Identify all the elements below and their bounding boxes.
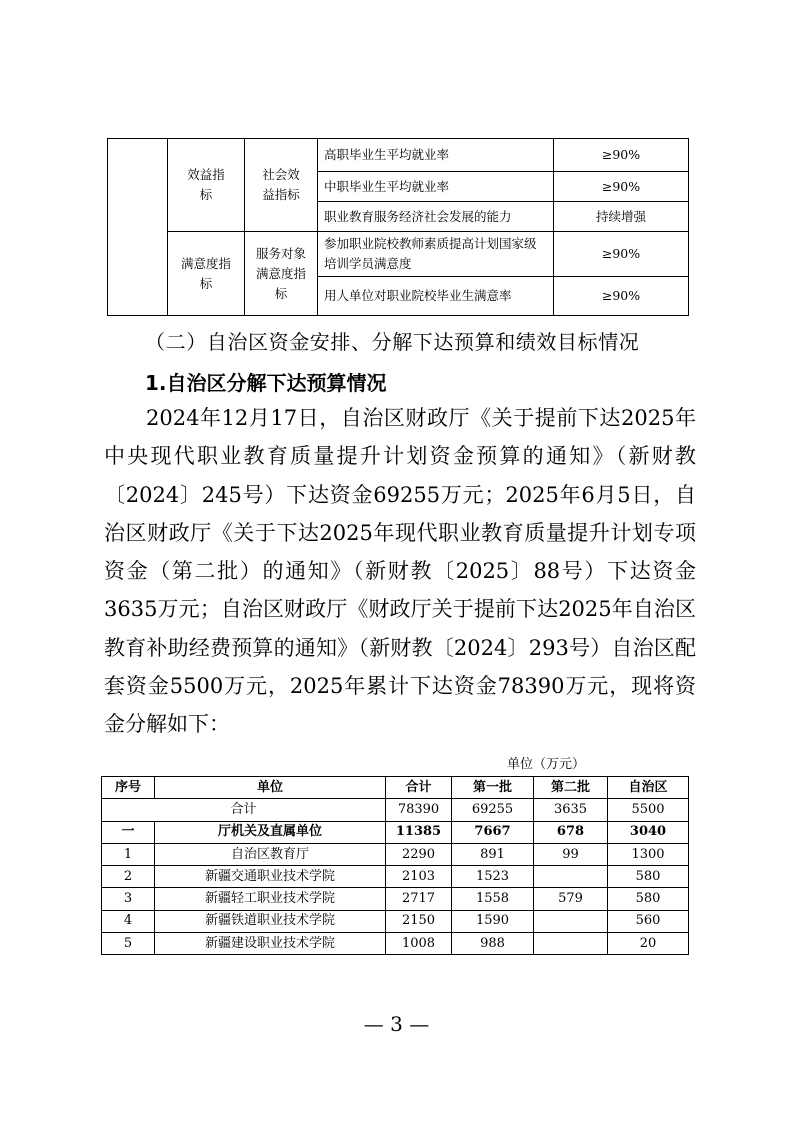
- indicator-value-cell: ≥90%: [554, 277, 689, 316]
- table-header-row: [102, 777, 689, 799]
- batch1-cell: 1523: [452, 866, 534, 888]
- region-cell: 560: [608, 910, 689, 932]
- benefit-indicator-cell: 效益指标: [168, 139, 245, 232]
- total-cell: 2103: [386, 866, 452, 888]
- indicator-value-cell: ≥90%: [554, 232, 689, 277]
- indicator-cell: 高职毕业生平均就业率: [318, 139, 554, 172]
- header-batch1: 第一批: [452, 777, 534, 799]
- table-row: [102, 843, 689, 865]
- satisfaction-indicator-cell: 满意度指标: [168, 232, 245, 316]
- total-cell: 2290: [386, 843, 452, 865]
- batch1-cell: 988: [452, 933, 534, 955]
- no-cell: 一: [102, 821, 155, 843]
- header-unit: 单位: [155, 777, 386, 799]
- batch2-cell: 3635: [534, 799, 608, 821]
- region-cell: 1300: [608, 843, 689, 865]
- subsection-heading: 1.自治区分解下达预算情况: [145, 371, 387, 395]
- table-row: [102, 866, 689, 888]
- region-cell: 20: [608, 933, 689, 955]
- unit-cell: 自治区教育厅: [155, 843, 386, 865]
- table-row: [102, 910, 689, 932]
- indicator-value-cell: ≥90%: [554, 172, 689, 202]
- indicator-value-cell: ≥90%: [554, 139, 689, 172]
- social-benefit-cell: 社会效益指标: [245, 139, 318, 232]
- total-cell: 2717: [386, 888, 452, 910]
- blank-category-cell: [108, 139, 168, 316]
- region-cell: 580: [608, 888, 689, 910]
- total-cell: 11385: [386, 821, 452, 843]
- unit-cell: 新疆交通职业技术学院: [155, 866, 386, 888]
- batch2-cell: 579: [534, 888, 608, 910]
- indicator-cell: 参加职业院校教师素质提高计划国家级培训学员满意度: [318, 232, 554, 277]
- indicator-cell: 职业教育服务经济社会发展的能力: [318, 202, 554, 232]
- total-label: 合计: [102, 799, 386, 821]
- batch1-cell: 1558: [452, 888, 534, 910]
- table-row: [102, 933, 689, 955]
- group-row: [102, 821, 689, 843]
- allocation-table: [101, 776, 689, 955]
- table-row: [102, 888, 689, 910]
- performance-indicator-table: [107, 138, 689, 316]
- region-cell: 3040: [608, 821, 689, 843]
- header-batch2: 第二批: [534, 777, 608, 799]
- batch2-cell: 678: [534, 821, 608, 843]
- indicator-cell: 中职毕业生平均就业率: [318, 172, 554, 202]
- batch1-cell: 1590: [452, 910, 534, 932]
- unit-cell: 厅机关及直属单位: [155, 821, 386, 843]
- no-cell: 5: [102, 933, 155, 955]
- unit-note: 单位（万元）: [507, 757, 586, 772]
- batch2-cell: [534, 910, 608, 932]
- body-paragraph: 2024年12月17日，自治区财政厅《关于提前下达2025年中央现代职业教育质量提升计划资金预算的通知》（新财教〔2024〕245号）下达资金69255万元；2025年6月5日，自治区财政厅《关于下达2025年现代职业教育质量提升计划专项资金（第二批）的通知》（新财教〔2025〕88号）下达资金3635万元；自治区财政厅《财政厅关于提前下达2025年自治区教育补助经费预算的通知》（新财教〔2024〕293号）自治区配套资金5500万元，2025年累计下达资金78390万元，现将资金分解如下：: [104, 406, 696, 737]
- header-no: 序号: [102, 777, 155, 799]
- batch2-cell: 99: [534, 843, 608, 865]
- batch1-cell: 69255: [452, 799, 534, 821]
- no-cell: 1: [102, 843, 155, 865]
- header-total: 合计: [386, 777, 452, 799]
- batch1-cell: 891: [452, 843, 534, 865]
- service-satisfaction-cell: 服务对象满意度指标: [245, 232, 318, 316]
- no-cell: 2: [102, 866, 155, 888]
- total-cell: 2150: [386, 910, 452, 932]
- page-number: — 3 —: [363, 1012, 430, 1036]
- indicator-cell: 用人单位对职业院校毕业生满意率: [318, 277, 554, 316]
- batch2-cell: [534, 866, 608, 888]
- unit-cell: 新疆铁道职业技术学院: [155, 910, 386, 932]
- total-cell: 78390: [386, 799, 452, 821]
- no-cell: 3: [102, 888, 155, 910]
- section-heading: （二）自治区资金安排、分解下达预算和绩效目标情况: [145, 330, 640, 354]
- batch2-cell: [534, 933, 608, 955]
- total-cell: 1008: [386, 933, 452, 955]
- header-region: 自治区: [608, 777, 689, 799]
- total-row: [102, 799, 689, 821]
- indicator-value-cell: 持续增强: [554, 202, 689, 232]
- no-cell: 4: [102, 910, 155, 932]
- unit-cell: 新疆轻工职业技术学院: [155, 888, 386, 910]
- batch1-cell: 7667: [452, 821, 534, 843]
- region-cell: 5500: [608, 799, 689, 821]
- unit-cell: 新疆建设职业技术学院: [155, 933, 386, 955]
- region-cell: 580: [608, 866, 689, 888]
